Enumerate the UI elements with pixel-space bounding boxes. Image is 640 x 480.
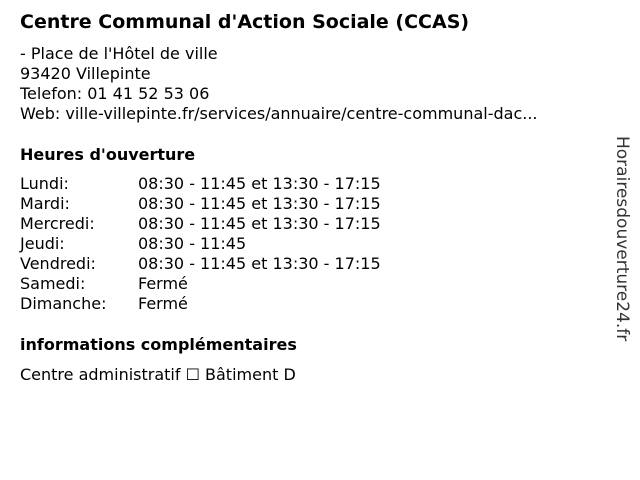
- address-street: - Place de l'Hôtel de ville: [20, 44, 218, 63]
- hours-row-friday: [20, 254, 440, 274]
- additional-info-text: Centre administratif ☐ Bâtiment D: [20, 365, 296, 384]
- hours-day: Dimanche:: [20, 294, 107, 313]
- opening-hours-table: [20, 174, 440, 314]
- address-block: [20, 44, 538, 124]
- hours-row-wednesday: [20, 214, 440, 234]
- hours-time: 08:30 - 11:45 et 13:30 - 17:15: [138, 174, 381, 193]
- hours-row-thursday: [20, 234, 440, 254]
- watermark-text: Horairesdouverture24.fr: [612, 136, 632, 342]
- hours-time: Fermé: [138, 274, 188, 293]
- address-city: 93420 Villepinte: [20, 64, 151, 83]
- hours-day: Jeudi:: [20, 234, 65, 253]
- hours-row-tuesday: [20, 194, 440, 214]
- hours-time: 08:30 - 11:45 et 13:30 - 17:15: [138, 194, 381, 213]
- hours-day: Mercredi:: [20, 214, 95, 233]
- hours-time: 08:30 - 11:45: [138, 234, 247, 253]
- address-phone: Telefon: 01 41 52 53 06: [20, 84, 210, 103]
- address-web: Web: ville-villepinte.fr/services/annuaire/centre-communal-dac...: [20, 104, 538, 123]
- hours-row-saturday: [20, 274, 440, 294]
- hours-day: Vendredi:: [20, 254, 96, 273]
- hours-time: 08:30 - 11:45 et 13:30 - 17:15: [138, 214, 381, 233]
- hours-day: Samedi:: [20, 274, 86, 293]
- page-title: Centre Communal d'Action Sociale (CCAS): [20, 11, 470, 33]
- additional-info-heading: informations complémentaires: [20, 335, 297, 354]
- hours-time: Fermé: [138, 294, 188, 313]
- hours-row-sunday: [20, 294, 440, 314]
- opening-hours-heading: Heures d'ouverture: [20, 145, 196, 164]
- hours-day: Mardi:: [20, 194, 70, 213]
- hours-day: Lundi:: [20, 174, 69, 193]
- hours-row-monday: [20, 174, 440, 194]
- hours-time: 08:30 - 11:45 et 13:30 - 17:15: [138, 254, 381, 273]
- watermark: [610, 136, 634, 372]
